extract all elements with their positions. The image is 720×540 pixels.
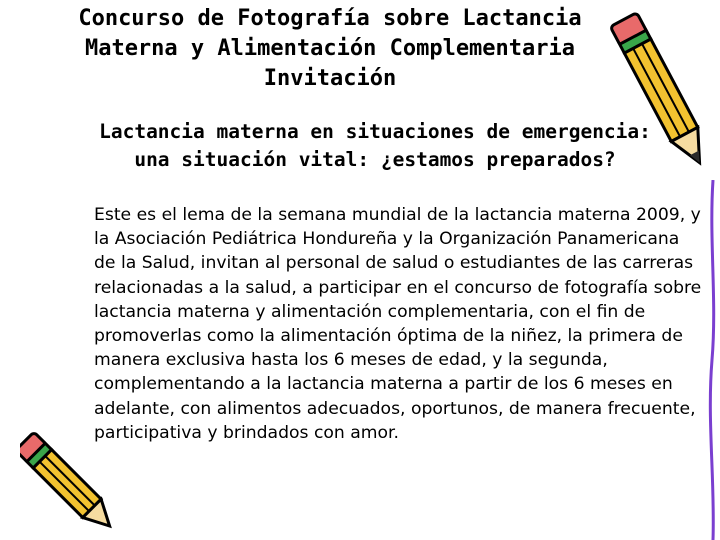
- title-line-1: Concurso de Fotografía sobre Lactancia: [78, 6, 582, 31]
- border-line: [706, 180, 720, 540]
- title-line-2: Materna y Alimentación Complementaria: [84, 36, 576, 61]
- subtitle: [95, 118, 655, 174]
- body-paragraph: Este es el lema de la semana mundial de la lactancia materna 2009, y la Asociación Pediátrica Hondureña y la Organización Panamericana de la Salud, invitan al personal de salud o estudiantes de las carreras relacionadas a la salud, a participar en el concurso de fotografía sobre lactancia materna y alimentación complementaria, con el fin de promoverlas como la alimentación óptima de la niñez, la primera de manera exclusiva hasta los 6 meses de edad, y la segunda, complementando a la lactancia materna a partir de los 6 meses en adelante, con alimentos adecuados, oportunos, de manera frecuente, participativa y brindados con amor.: [94, 205, 702, 443]
- title-line-3: Invitación: [263, 66, 397, 91]
- subtitle-line-1: Lactancia materna en situaciones de emergencia:: [99, 120, 651, 143]
- subtitle-line-2: una situación vital: ¿estamos preparados?: [134, 148, 616, 171]
- pencil-icon: [20, 430, 120, 540]
- page-title: [40, 4, 620, 94]
- pencil-icon: [605, 0, 720, 185]
